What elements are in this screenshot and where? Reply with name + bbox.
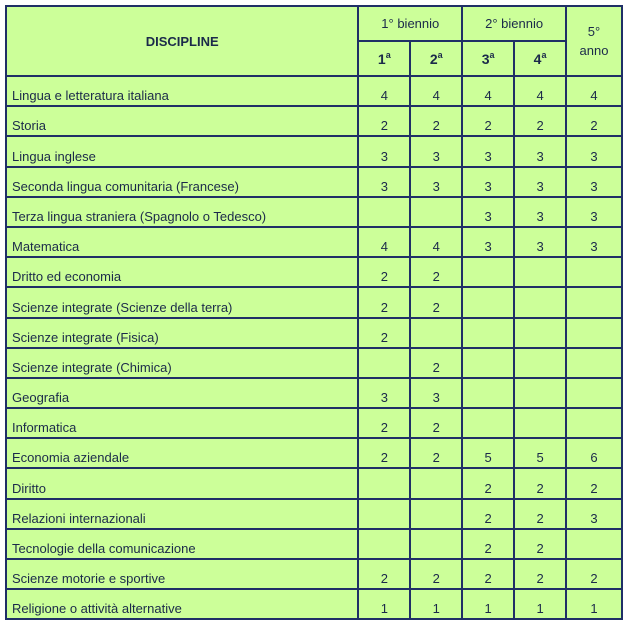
table-row (6, 197, 622, 227)
hours-cell-y5: 2 (566, 106, 622, 136)
hours-cell-y5: 2 (566, 559, 622, 589)
hours-cell-y2: 4 (410, 76, 462, 106)
hours-cell-y5 (566, 318, 622, 348)
hours-cell-y2 (410, 318, 462, 348)
hours-cell-y4 (514, 318, 566, 348)
hours-cell-y1: 2 (358, 257, 410, 287)
subject-cell: Religione o attività alternative (6, 589, 358, 619)
hours-cell-y2: 2 (410, 408, 462, 438)
table-row (6, 287, 622, 317)
table-row (6, 318, 622, 348)
hours-cell-y2 (410, 468, 462, 498)
hours-cell-y4 (514, 257, 566, 287)
hours-cell-y5 (566, 408, 622, 438)
hours-cell-y2: 2 (410, 559, 462, 589)
hours-cell-y1: 4 (358, 227, 410, 257)
hours-cell-y4: 3 (514, 227, 566, 257)
header-first-biennium: 1° biennio (358, 6, 462, 41)
table-row (6, 106, 622, 136)
subject-cell: Relazioni internazionali (6, 499, 358, 529)
hours-cell-y5: 3 (566, 499, 622, 529)
header-fifth-year-number: 5° (587, 24, 601, 39)
hours-cell-y5: 4 (566, 76, 622, 106)
hours-cell-y5 (566, 378, 622, 408)
hours-cell-y1 (358, 197, 410, 227)
hours-cell-y1 (358, 468, 410, 498)
hours-cell-y1 (358, 499, 410, 529)
hours-cell-y5: 3 (566, 197, 622, 227)
hours-cell-y4 (514, 408, 566, 438)
hours-cell-y2: 2 (410, 348, 462, 378)
hours-cell-y3: 1 (462, 589, 514, 619)
header-fifth-year-word: anno (579, 43, 609, 58)
subject-cell: Economia aziendale (6, 438, 358, 468)
subject-cell: Informatica (6, 408, 358, 438)
hours-cell-y3: 2 (462, 499, 514, 529)
hours-cell-y2: 2 (410, 257, 462, 287)
hours-cell-y3: 2 (462, 559, 514, 589)
hours-cell-y4 (514, 378, 566, 408)
hours-cell-y5: 6 (566, 438, 622, 468)
hours-cell-y5: 3 (566, 167, 622, 197)
hours-cell-y3: 3 (462, 227, 514, 257)
subject-cell: Dritto ed economia (6, 257, 358, 287)
hours-cell-y2 (410, 529, 462, 559)
hours-cell-y5: 1 (566, 589, 622, 619)
hours-cell-y3: 2 (462, 106, 514, 136)
table-row (6, 408, 622, 438)
table-row (6, 468, 622, 498)
hours-cell-y5 (566, 257, 622, 287)
hours-cell-y3 (462, 408, 514, 438)
hours-cell-y4: 1 (514, 589, 566, 619)
hours-cell-y4: 3 (514, 197, 566, 227)
header-year-4: 4$^a$ (514, 41, 566, 76)
hours-cell-y2 (410, 197, 462, 227)
hours-cell-y5: 3 (566, 227, 622, 257)
hours-cell-y5 (566, 529, 622, 559)
table-row (6, 257, 622, 287)
curriculum-table-container (5, 5, 623, 620)
hours-cell-y1: 4 (358, 76, 410, 106)
table-row (6, 559, 622, 589)
hours-cell-y3: 3 (462, 167, 514, 197)
hours-cell-y3: 3 (462, 197, 514, 227)
subject-cell: Geografia (6, 378, 358, 408)
table-row (6, 167, 622, 197)
subject-cell: Lingua inglese (6, 136, 358, 166)
hours-cell-y4: 3 (514, 136, 566, 166)
hours-cell-y3: 5 (462, 438, 514, 468)
table-row (6, 136, 622, 166)
subject-cell: Scienze motorie e sportive (6, 559, 358, 589)
table-row (6, 499, 622, 529)
hours-cell-y2 (410, 499, 462, 529)
hours-cell-y2: 2 (410, 287, 462, 317)
header-year-2: 2$^a$ (410, 41, 462, 76)
subject-cell: Diritto (6, 468, 358, 498)
hours-cell-y4: 2 (514, 529, 566, 559)
subject-cell: Lingua e letteratura italiana (6, 76, 358, 106)
hours-cell-y2: 2 (410, 438, 462, 468)
subject-cell: Terza lingua straniera (Spagnolo o Tedesco) (6, 197, 358, 227)
hours-cell-y3 (462, 378, 514, 408)
hours-cell-y2: 3 (410, 378, 462, 408)
hours-cell-y3: 2 (462, 468, 514, 498)
curriculum-table (5, 5, 623, 620)
hours-cell-y5: 2 (566, 468, 622, 498)
header-year-1: 1$^a$ (358, 41, 410, 76)
hours-cell-y3 (462, 257, 514, 287)
table-row (6, 227, 622, 257)
hours-cell-y1: 1 (358, 589, 410, 619)
hours-cell-y5 (566, 348, 622, 378)
hours-cell-y1 (358, 529, 410, 559)
hours-cell-y4: 2 (514, 106, 566, 136)
hours-cell-y4: 2 (514, 468, 566, 498)
table-row (6, 76, 622, 106)
hours-cell-y2: 3 (410, 167, 462, 197)
subject-cell: Matematica (6, 227, 358, 257)
table-row (6, 438, 622, 468)
hours-cell-y3: 4 (462, 76, 514, 106)
hours-cell-y3 (462, 318, 514, 348)
hours-cell-y5 (566, 287, 622, 317)
header-discipline: DISCIPLINE (6, 6, 358, 76)
hours-cell-y3 (462, 348, 514, 378)
subject-cell: Scienze integrate (Scienze della terra) (6, 287, 358, 317)
curriculum-table-body (6, 76, 622, 619)
hours-cell-y1: 2 (358, 559, 410, 589)
subject-cell: Tecnologie della comunicazione (6, 529, 358, 559)
hours-cell-y1: 3 (358, 167, 410, 197)
header-second-biennium: 2° biennio (462, 6, 566, 41)
hours-cell-y4 (514, 287, 566, 317)
hours-cell-y4: 5 (514, 438, 566, 468)
hours-cell-y4 (514, 348, 566, 378)
hours-cell-y2: 4 (410, 227, 462, 257)
subject-cell: Scienze integrate (Chimica) (6, 348, 358, 378)
subject-cell: Scienze integrate (Fisica) (6, 318, 358, 348)
hours-cell-y3 (462, 287, 514, 317)
hours-cell-y4: 2 (514, 499, 566, 529)
hours-cell-y5: 3 (566, 136, 622, 166)
header-year-3: 3$^a$ (462, 41, 514, 76)
hours-cell-y2: 1 (410, 589, 462, 619)
subject-cell: Seconda lingua comunitaria (Francese) (6, 167, 358, 197)
header-fifth-year (566, 6, 622, 76)
hours-cell-y1: 3 (358, 378, 410, 408)
hours-cell-y1: 2 (358, 438, 410, 468)
hours-cell-y1: 3 (358, 136, 410, 166)
hours-cell-y1 (358, 348, 410, 378)
hours-cell-y3: 2 (462, 529, 514, 559)
subject-cell: Storia (6, 106, 358, 136)
table-row (6, 589, 622, 619)
hours-cell-y1: 2 (358, 408, 410, 438)
table-row (6, 529, 622, 559)
hours-cell-y2: 2 (410, 106, 462, 136)
hours-cell-y1: 2 (358, 287, 410, 317)
hours-cell-y1: 2 (358, 106, 410, 136)
table-row (6, 348, 622, 378)
hours-cell-y4: 3 (514, 167, 566, 197)
hours-cell-y4: 4 (514, 76, 566, 106)
hours-cell-y3: 3 (462, 136, 514, 166)
hours-cell-y1: 2 (358, 318, 410, 348)
hours-cell-y2: 3 (410, 136, 462, 166)
hours-cell-y4: 2 (514, 559, 566, 589)
table-row (6, 378, 622, 408)
